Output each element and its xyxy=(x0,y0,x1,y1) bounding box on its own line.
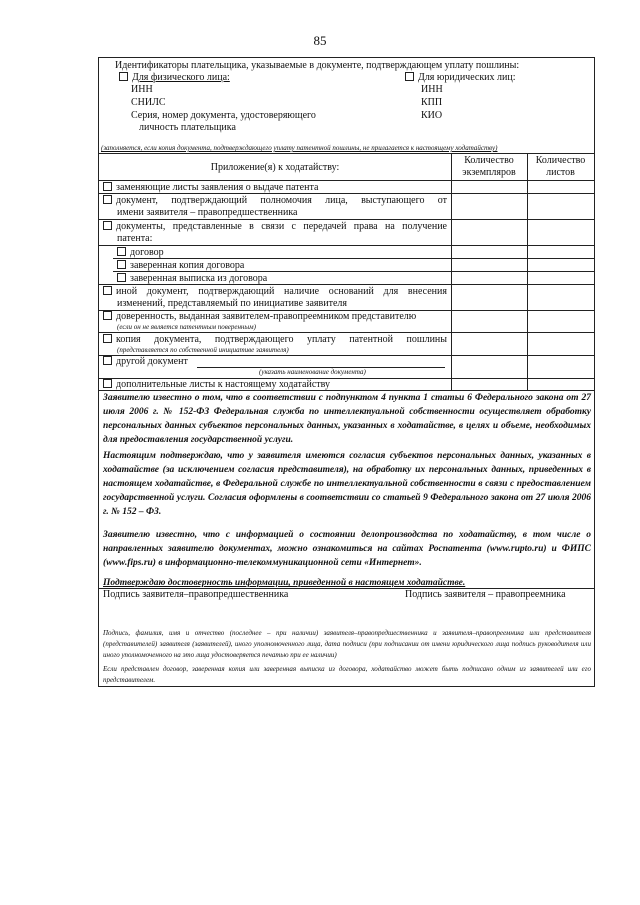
col-copies-line1: Количество xyxy=(464,155,514,166)
attachment-row-cont: патента: xyxy=(117,233,153,244)
attachment-checkbox[interactable] xyxy=(103,356,112,365)
page-number: 85 xyxy=(313,33,327,48)
attachment-checkbox[interactable] xyxy=(117,273,126,282)
col-sheets-line1: Количество xyxy=(535,155,586,166)
payer-heading: Идентификаторы плательщика, указываемые в документе, подтверждающем уплату пошлины: xyxy=(115,60,520,71)
petition-form xyxy=(98,57,595,687)
attachment-checkbox[interactable] xyxy=(117,247,126,256)
col-copies-line2: экземпляров xyxy=(462,167,516,178)
attachments-header: Приложение(я) к ходатайству: xyxy=(210,162,340,173)
attachment-note: (указать наименование документа) xyxy=(259,368,366,376)
attachment-checkbox[interactable] xyxy=(103,195,112,204)
individual-field-inn: ИНН xyxy=(131,84,153,95)
legal-option[interactable] xyxy=(405,72,516,83)
attachment-checkbox[interactable] xyxy=(103,334,112,343)
attachment-checkbox[interactable] xyxy=(103,379,112,388)
attachment-row-cont: изменений, представляемый по инициативе заявителя xyxy=(117,298,347,309)
attachment-subrow[interactable]: заверенная выписка из договора xyxy=(117,273,267,284)
attachment-row-cont: имени заявителя – правопредшественника xyxy=(117,207,298,218)
attachment-checkbox[interactable] xyxy=(103,286,112,295)
attachment-note: (представляется по собственной инициативе заявителя) xyxy=(117,346,289,354)
individual-checkbox[interactable] xyxy=(119,72,128,81)
legal-field-inn: ИНН xyxy=(421,84,443,95)
attachment-row[interactable]: доверенность, выданная заявителем-правопреемником представителю xyxy=(103,311,416,322)
individual-label: Для физического лица: xyxy=(132,72,230,83)
legal-field-kio: КИО xyxy=(421,110,443,121)
payer-note: (заполняется, если копия документа, подтверждающего уплату патентной пошлины, не прилагается к настоящему ходатайству) xyxy=(101,144,498,152)
col-sheets-line2: листов xyxy=(546,167,575,178)
attachment-row[interactable]: копия документа, подтверждающего уплату патентной пошлины xyxy=(103,334,447,345)
signature-left-label: Подпись заявителя–правопредшественника xyxy=(103,589,289,600)
attachment-subrow[interactable]: заверенная копия договора xyxy=(117,260,244,271)
consent-paragraph-1: Заявителю известно о том, что в соответствии с подпунктом 4 пункта 1 статьи 6 Федерального закона от 27 июля 2006 г. № 152-ФЗ Федеральная служба по интеллектуальной собственности осуществляет обработку персональных данных субъектов персональных данных, указанных в ходатайстве, в целях и объеме, необходимых для предоставления государственной услуги. xyxy=(103,393,591,445)
attachment-row[interactable]: иной документ, подтверждающий наличие оснований для внесения xyxy=(103,286,447,297)
signature-right-label: Подпись заявителя – правопреемника xyxy=(405,589,566,600)
attachment-checkbox[interactable] xyxy=(103,221,112,230)
attachment-row[interactable]: другой документ xyxy=(103,356,188,367)
info-paragraph: Заявителю известно, что с информацией о состоянии делопроизводства по ходатайству, в том числе о направленных заявителю документах, можно ознакомиться на сайтах Роспатента (www.rupto.ru) и ФИПС (www.fips.ru) в информационно-телекоммуникационной сети «Интернет». xyxy=(103,530,591,568)
individual-field-id-doc-cont: личность плательщика xyxy=(139,122,236,133)
individual-option[interactable] xyxy=(119,72,230,83)
consent-paragraph-2: Настоящим подтверждаю, что у заявителя имеются согласия субъектов персональных данных, указанных в ходатайстве (за исключением согласия представителя), на обработку их персональных данных, приведенных в настоящем ходатайстве, в Федеральной службе по интеллектуальной собственности в связи с предоставлением государственной услуги. Согласия оформлены в соответствии со статьей 9 Федерального закона от 27 июля 2006 г. № 152 – ФЗ. xyxy=(103,451,591,517)
attachment-checkbox[interactable] xyxy=(103,311,112,320)
attachment-subrow[interactable]: договор xyxy=(117,247,164,258)
individual-field-snils: СНИЛС xyxy=(131,97,166,108)
footnote-contract: Если представлен договор, заверенная копия или заверенная выписка из договора, ходатайство может быть подписано одним из заявителей или его представителем. xyxy=(103,665,591,684)
footnote-signature: Подпись, фамилия, имя и отчество (последнее – при наличии) заявителя–правопредшественника и заявителя–правопреемника или представителя (представителей) заявителя (заявителей), иного уполномоченного лица, дата подписи (при подписании от имени юридического лица подпись руководителя или иного уполномоченного на это лица удостоверяется печатью при ее наличии) xyxy=(103,629,591,659)
attachment-row[interactable]: документы, представленные в связи с передачей права на получение xyxy=(103,221,447,232)
attachment-checkbox[interactable] xyxy=(117,260,126,269)
confirm-paragraph: Подтверждаю достоверность информации, приведенной в настоящем ходатайстве. xyxy=(103,578,466,588)
attachment-note: (если он не является патентным поверенным) xyxy=(117,323,256,331)
attachment-checkbox[interactable] xyxy=(103,182,112,191)
attachment-row[interactable]: дополнительные листы к настоящему ходатайству xyxy=(103,379,330,390)
individual-field-id-doc: Серия, номер документа, удостоверяющего xyxy=(131,110,316,121)
legal-label: Для юридических лиц: xyxy=(418,72,516,83)
attachment-row[interactable]: документ, подтверждающий полномочия лица, выступающего от xyxy=(103,195,447,206)
legal-field-kpp: КПП xyxy=(421,97,443,108)
legal-checkbox[interactable] xyxy=(405,72,414,81)
attachment-row[interactable]: заменяющие листы заявления о выдаче патента xyxy=(103,182,318,193)
